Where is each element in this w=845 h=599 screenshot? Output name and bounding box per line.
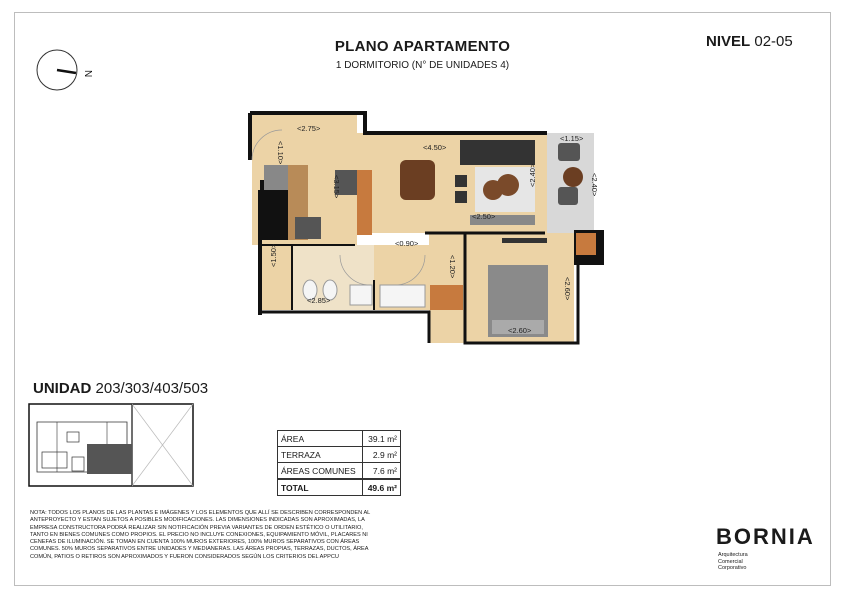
dim-label: <3.15> xyxy=(332,175,341,199)
dim-label: <4.50> xyxy=(423,143,447,152)
north-compass-icon xyxy=(30,46,110,96)
area-value: 39.1 m² xyxy=(363,431,401,447)
unidad-label xyxy=(33,380,208,397)
dim-label: <1.20> xyxy=(448,255,457,279)
compass-label: N xyxy=(82,70,93,78)
dim-label: <2.40> xyxy=(590,173,599,197)
dim-label: <2.85> xyxy=(307,296,331,305)
total-label: TOTAL xyxy=(278,479,363,496)
brand-tagline-line: Corporativo xyxy=(718,565,747,571)
dim-label: <1.15> xyxy=(560,134,584,143)
dim-label: <2.60> xyxy=(563,277,572,301)
area-label: ÁREA xyxy=(278,431,363,447)
page-subtitle: 1 DORMITORIO (N° DE UNIDADES 4) xyxy=(335,60,510,71)
dim-label: <1.10> xyxy=(276,141,285,165)
area-value: 2.9 m² xyxy=(363,447,401,463)
area-label: TERRAZA xyxy=(278,447,363,463)
nivel-value: 02-05 xyxy=(754,33,793,50)
page-title: PLANO APARTAMENTO xyxy=(334,38,511,55)
unidad-key: UNIDAD xyxy=(33,380,92,397)
brand-tagline-line: Comercial xyxy=(718,558,743,565)
areas-table xyxy=(277,430,401,496)
table-row xyxy=(278,447,401,463)
area-label: ÁREAS COMUNES xyxy=(278,463,363,480)
dim-label: <2.40> xyxy=(528,163,537,187)
table-row xyxy=(278,463,401,480)
table-row-total xyxy=(278,479,401,496)
nivel-label xyxy=(706,33,793,50)
area-value: 7.6 m² xyxy=(363,463,401,480)
dim-label: <2.60> xyxy=(508,326,532,335)
total-value: 49.6 m² xyxy=(363,479,401,496)
dim-label: <1.50> xyxy=(269,243,278,267)
floor-plan xyxy=(240,105,620,350)
key-plan xyxy=(27,402,197,488)
disclaimer-note: NOTA: TODOS LOS PLANOS DE LAS PLANTAS E IMÁGENES Y LOS ELEMENTOS QUE ALLÍ SE DESCRIBEN CORRESPONDEN AL ANTEPROYECTO Y ESTAN SUJETOS A POSIBLES MODIFICACIONES. LAS DIMENSIONES INDICADAS SON APROXIMADAS, LA EMPRESA CONSTRUCTORA PODRÁ REALIZAR SIN NOTIFICACIÓN PREVIA VARIANTES DE ORDEN ESTÉTICO O UTILITARIO, TANTO EN BIENES COMUNES COMO PROPIOS. EL PRECIO NO INCLUYE CONEXIONES, EQUIPAMIENTO MÓVIL, PLACARES NI CENEFAS DE ILUMINACIÓN. SE TOMAN EN CUENTA 100% MUROS EXTERIORES, 100% MUROS SEPARATIVOS CON ÁREAS COMUNES. 50% MUROS SEPARATIVOS ENTRE UNIDADES Y MEDIANERAS. LAS ÁREAS PROPIAS, TERRAZAS, DUCTOS, ÁREA COMÚN, PATIOS O RETIROS SON APROXIMADOS Y FUERON CONSIDERADOS SEGÚN LOS CRITERIOS DEL APPCU xyxy=(30,510,371,560)
brand-tagline-line: Arquitectura xyxy=(718,552,748,558)
table-row xyxy=(278,431,401,447)
brand-logo: BORNIA xyxy=(716,524,815,549)
unidad-value: 203/303/403/503 xyxy=(95,380,209,397)
dim-label: <0.90> xyxy=(395,239,419,248)
dim-label: <2.50> xyxy=(472,212,496,221)
nivel-key: NIVEL xyxy=(706,33,751,50)
brand-tagline xyxy=(718,552,748,572)
dim-label: <2.75> xyxy=(297,124,321,133)
